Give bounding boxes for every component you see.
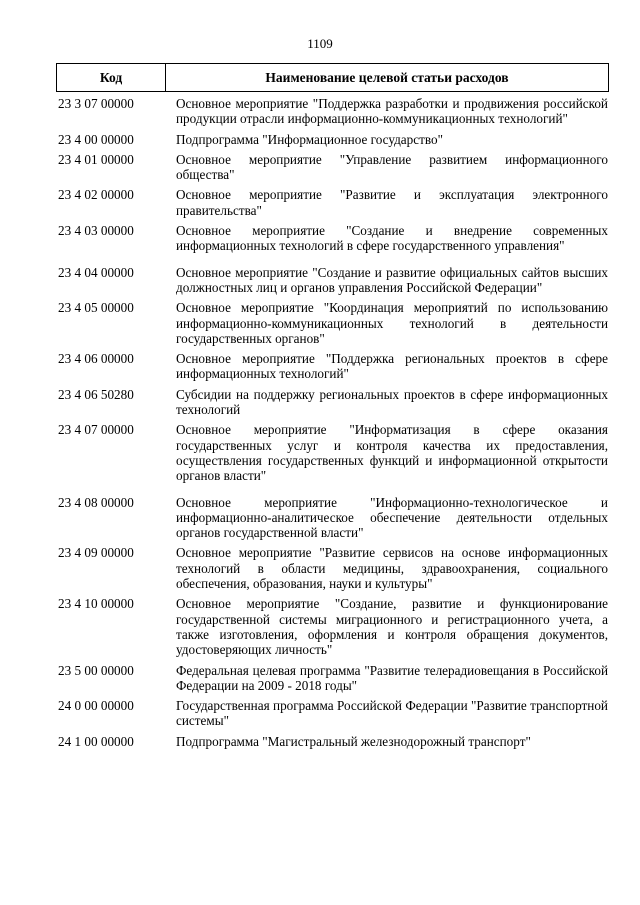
table-row [56, 422, 609, 483]
row-name: Подпрограмма "Магистральный железнодорожный транспорт" [176, 733, 531, 749]
row-code: 23 4 10 00000 [58, 596, 134, 612]
row-code: 23 4 05 00000 [58, 300, 134, 316]
row-code: 23 4 00 00000 [58, 131, 134, 147]
table-row [56, 698, 609, 729]
row-name: Федеральная целевая программа "Развитие телерадиовещания в Российской Федерации на 2009 - 2018 годы" [176, 662, 608, 693]
table-row [56, 152, 609, 183]
row-code: 23 4 06 50280 [58, 386, 134, 402]
row-code: 23 4 09 00000 [58, 545, 134, 561]
table-row [56, 734, 609, 749]
row-name: Основное мероприятие "Создание и внедрение современных информационных технологий в сфере государственного управления" [176, 223, 608, 254]
row-name: Субсидии на поддержку региональных проектов в сфере информационных технологий [176, 386, 608, 418]
table-row [56, 545, 609, 591]
row-code: 23 4 03 00000 [58, 223, 134, 239]
row-code: 24 0 00 00000 [58, 698, 134, 714]
row-name: Основное мероприятие "Координация мероприятий по использованию информационно-коммуникационных технологий в деятельности государственных органов" [176, 300, 608, 346]
table-row [56, 223, 609, 254]
row-code: 23 4 08 00000 [58, 494, 134, 510]
header-name: Наименование целевой статьи расходов [265, 69, 509, 85]
table-row [56, 265, 609, 296]
row-name: Основное мероприятие "Поддержка разработки и продвижения российской продукции отрасли информационно-коммуникационных технологий" [176, 96, 608, 127]
row-name: Основное мероприятие "Развитие и эксплуатация электронного правительства" [176, 187, 608, 218]
table-row [56, 96, 609, 127]
row-name: Основное мероприятие "Информационно-технологическое и информационно-аналитическое обеспечение деятельности отдельных органов государственной власти" [176, 494, 608, 541]
row-code: 23 3 07 00000 [58, 96, 134, 111]
table-header [56, 63, 609, 92]
row-name: Основное мероприятие "Создание, развитие и функционирование государственной системы миграционного и регистрационного учета, а также изготовления, оформления и контроля обращения документов, удостоверяющих личность" [176, 596, 608, 658]
row-code: 23 4 07 00000 [58, 422, 134, 438]
budget-table [56, 63, 609, 754]
row-name: Основное мероприятие "Развитие сервисов на основе информационных технологий в области медицины, здравоохранения, социального обеспечения, образования, науки и культуры" [176, 545, 608, 592]
table-row [56, 351, 609, 382]
table-row [56, 596, 609, 657]
table-row [56, 663, 609, 694]
row-code: 23 4 02 00000 [58, 187, 134, 203]
table-row [56, 187, 609, 218]
row-code: 23 4 01 00000 [58, 151, 134, 167]
row-name: Основное мероприятие "Поддержка региональных проектов в сфере информационных технологий" [176, 351, 608, 382]
row-name: Подпрограмма "Информационное государство" [176, 131, 443, 147]
row-name: Основное мероприятие "Информатизация в сфере оказания государственных услуг и контроля качества их предоставления, осуществления государственных функций и информационной открытости органов власти" [176, 422, 608, 484]
header-code: Код [57, 64, 166, 91]
row-name: Основное мероприятие "Управление развитием информационного общества" [176, 151, 608, 183]
table-row [56, 300, 609, 346]
row-code: 23 5 00 00000 [58, 662, 134, 678]
table-row [56, 387, 609, 418]
row-name: Государственная программа Российской Федерации "Развитие транспортной системы" [176, 698, 608, 729]
table-body [56, 92, 609, 749]
table-row [56, 132, 609, 147]
row-name: Основное мероприятие "Создание и развитие официальных сайтов высших должностных лиц и органов управления Российской Федерации" [176, 264, 608, 295]
row-code: 23 4 04 00000 [58, 264, 134, 280]
table-row [56, 495, 609, 541]
row-code: 24 1 00 00000 [58, 733, 134, 749]
page-number: 1109 [307, 36, 333, 51]
row-code: 23 4 06 00000 [58, 351, 134, 367]
